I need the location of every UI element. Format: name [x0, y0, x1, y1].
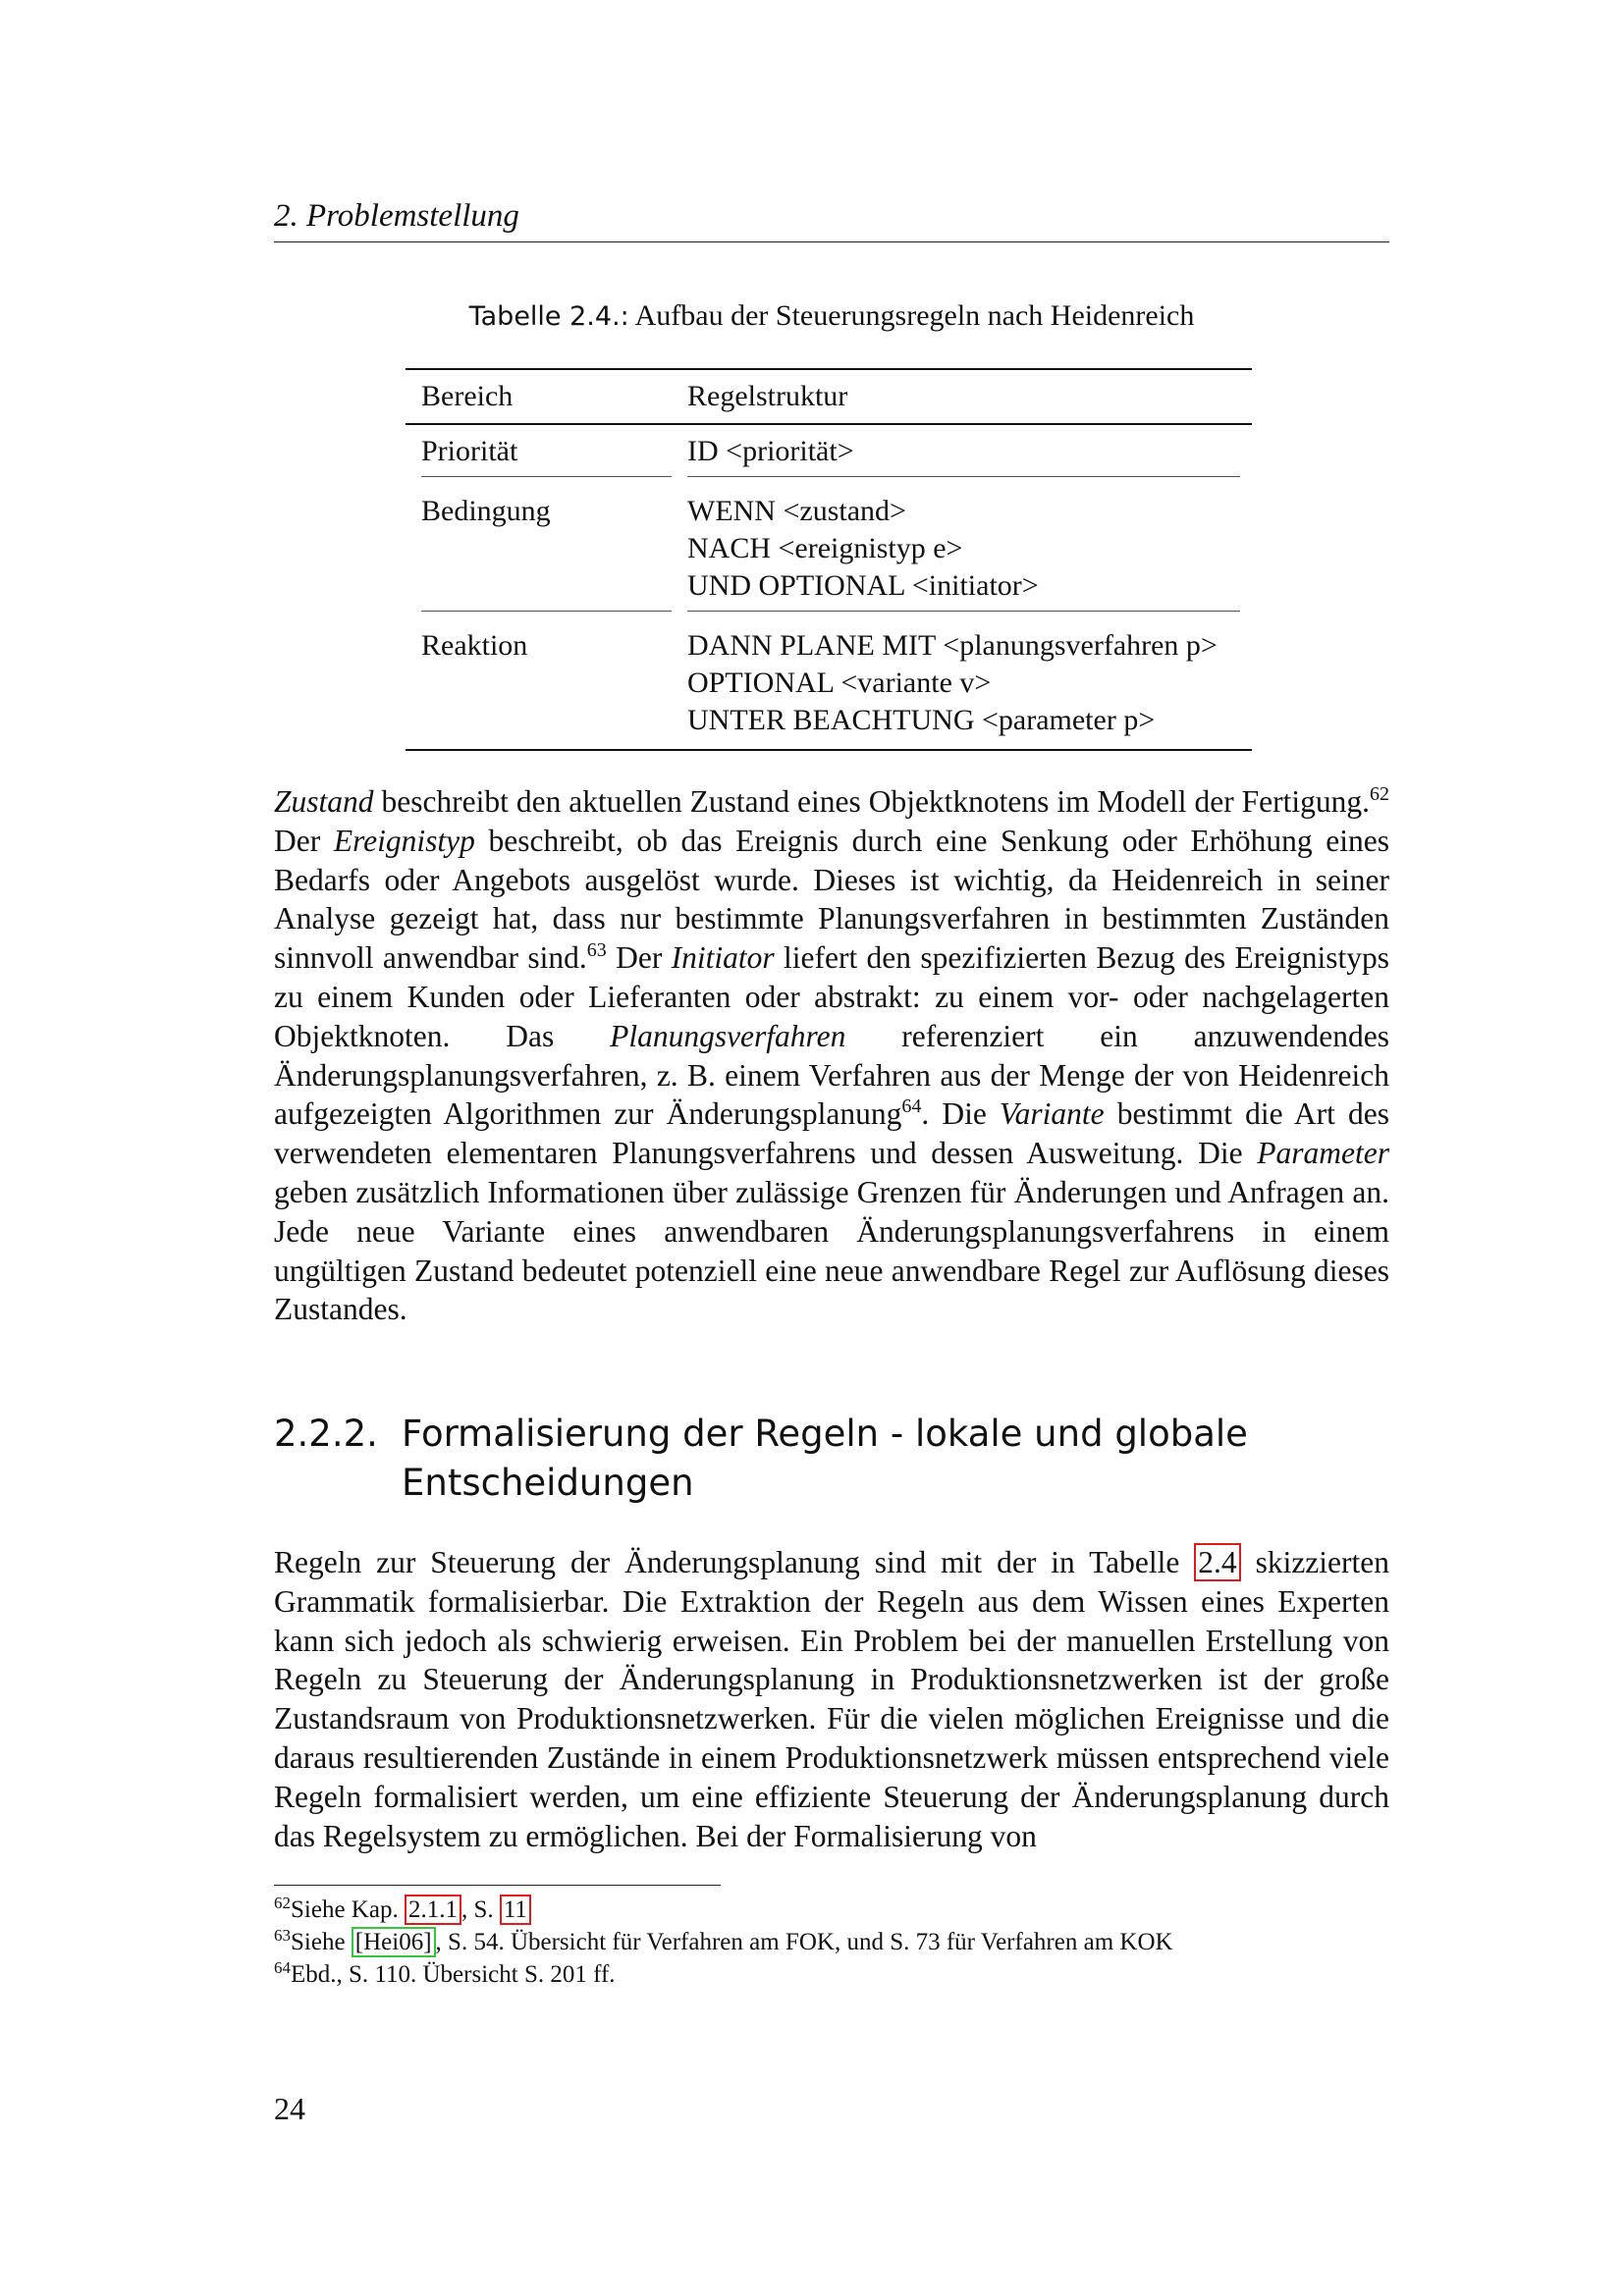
text-run: Siehe — [291, 1929, 352, 1955]
term-planungsverfahren: Planungsverfahren — [610, 1018, 846, 1053]
column-header-bereich: Bereich — [406, 369, 672, 424]
footnote-number: 64 — [274, 1958, 291, 1977]
body-paragraph-2 — [274, 1543, 1389, 1855]
structure-line: OPTIONAL <variante v> — [687, 667, 992, 699]
section-heading — [274, 1410, 1389, 1508]
row-structure — [687, 433, 1240, 477]
term-ereignistyp: Ereignistyp — [333, 823, 475, 858]
page-number: 24 — [274, 2091, 305, 2126]
text-run: skizzierten Grammatik formalisierbar. Die Extraktion der Regeln aus dem Wissen eines Experten kann sich jedoch als schwierig erweisen. Ein Problem bei der manuellen Erstellung von Regeln zu Steuerung der Änderungsplanung in Produktionsnetzwerken ist der große Zustandsraum von Produktionsnetzwerken. Für die vielen möglichen Ereignisse und die daraus resultierenden Zustände in einem Produktionsnetzwerk müssen entsprechend viele Regeln formalisiert werden, um eine effiziente Steuerung der Änderungsplanung durch das Regelsystem zu ermöglichen. Bei der Formalisierung von — [274, 1545, 1389, 1853]
structure-line: DANN PLANE MIT <planungsverfahren p> — [687, 629, 1218, 662]
term-parameter: Parameter — [1257, 1136, 1389, 1171]
text-run: beschreibt, ob das Ereignis durch eine Senkung oder Erhöhung eines Bedarfs oder Angebots ausgelöst wurde. Dieses ist wichtig, da Heidenreich in seiner Analyse gezeigt hat, dass nur bestimmte Planungsverfahren in bestimmten Zuständen sinnvoll anwendbar sind. — [274, 823, 1389, 976]
text-run: , S. 54. Übersicht für Verfahren am FOK, und S. 73 für Verfahren am KOK — [435, 1929, 1173, 1955]
footnote-marker-64[interactable]: 64 — [901, 1095, 922, 1118]
text-run: geben zusätzlich Informationen über zulässige Grenzen für Änderungen und Anfragen an. Jede neue Variante eines anwendbaren Änderungsplanungsverfahrens in einem ungültigen Zustand bedeutet potenziell eine neue anwendbare Regel zur Auflösung dieses Zustandes. — [274, 1174, 1389, 1327]
chapter-ref-link[interactable]: 2.1.1 — [405, 1895, 461, 1925]
text-run: , S. — [460, 1896, 500, 1923]
table-ref-link[interactable]: 2.4 — [1194, 1543, 1240, 1581]
text-run: Siehe Kap. — [291, 1896, 405, 1923]
table-caption — [274, 299, 1389, 333]
footnote-marker-62[interactable]: 62 — [1370, 783, 1389, 805]
table-row — [406, 424, 1252, 485]
table-row — [406, 485, 1252, 619]
footnote-number: 63 — [274, 1926, 291, 1945]
body-paragraph-1 — [274, 782, 1389, 1329]
footnote-63 — [274, 1927, 1389, 1958]
structure-line: ID <priorität> — [687, 435, 854, 467]
term-zustand: Zustand — [274, 784, 374, 819]
table-caption-label: Tabelle 2.4.: — [468, 301, 629, 332]
footnote-marker-63[interactable]: 63 — [586, 939, 607, 962]
page-ref-link[interactable]: 11 — [500, 1895, 531, 1925]
row-structure — [687, 493, 1240, 612]
table-caption-text: Aufbau der Steuerungsregeln nach Heidenreich — [634, 299, 1195, 332]
structure-line: NACH <ereignistyp e> — [687, 532, 963, 564]
footnote-number: 62 — [274, 1894, 291, 1912]
section-title-line2: Entscheidungen — [402, 1462, 694, 1504]
term-initiator: Initiator — [671, 940, 775, 976]
structure-line: WENN <zustand> — [687, 495, 906, 527]
text-run: . Die — [921, 1096, 1000, 1132]
structure-line: UNTER BEACHTUNG <parameter p> — [687, 704, 1156, 736]
row-area: Priorität — [421, 433, 672, 477]
text-run: referenziert ein anzuwendendes Änderungsplanungsverfahren, z. B. einem Verfahren aus der Menge der von Heidenreich aufgezeigten Algorithmen zur Änderungsplanung — [274, 1018, 1389, 1132]
text-run: liefert den spezifizierten Bezug des Ereignistyps zu einem Kunden oder Lieferanten oder abstrakt: zu einem vor- oder nachgelagerten Objektknoten. Das — [274, 940, 1389, 1053]
text-run: Der — [274, 823, 334, 858]
row-area: Bedingung — [421, 493, 672, 612]
footnote-rule — [274, 1885, 721, 1886]
text-run: Regeln zur Steuerung der Änderungsplanung sind mit der in Tabelle — [274, 1545, 1195, 1579]
section-title-line1: Formalisierung der Regeln - lokale und globale — [402, 1413, 1248, 1455]
row-structure — [672, 619, 1252, 750]
footnote-62 — [274, 1895, 1389, 1926]
text-run: Ebd., S. 110. Übersicht S. 201 ff. — [291, 1961, 616, 1988]
text-run: bestimmt die Art des verwendeten elementaren Planungsverfahrens und dessen Ausweitung. Die — [274, 1096, 1389, 1171]
row-area: Reaktion — [406, 619, 672, 750]
structure-line: UND OPTIONAL <initiator> — [687, 569, 1039, 602]
citation-link[interactable]: [Hei06] — [352, 1927, 436, 1957]
rules-table — [406, 368, 1252, 751]
column-header-regelstruktur: Regelstruktur — [672, 369, 1252, 424]
text-run: Der — [606, 940, 672, 976]
running-header: 2. Problemstellung — [274, 194, 1389, 242]
text-run: beschreibt den aktuellen Zustand eines Objektknotens im Modell der Fertigung. — [373, 784, 1370, 819]
footnote-64 — [274, 1959, 1389, 1991]
term-variante: Variante — [999, 1096, 1105, 1132]
section-number: 2.2.2. — [274, 1413, 378, 1455]
table-row — [406, 619, 1252, 750]
